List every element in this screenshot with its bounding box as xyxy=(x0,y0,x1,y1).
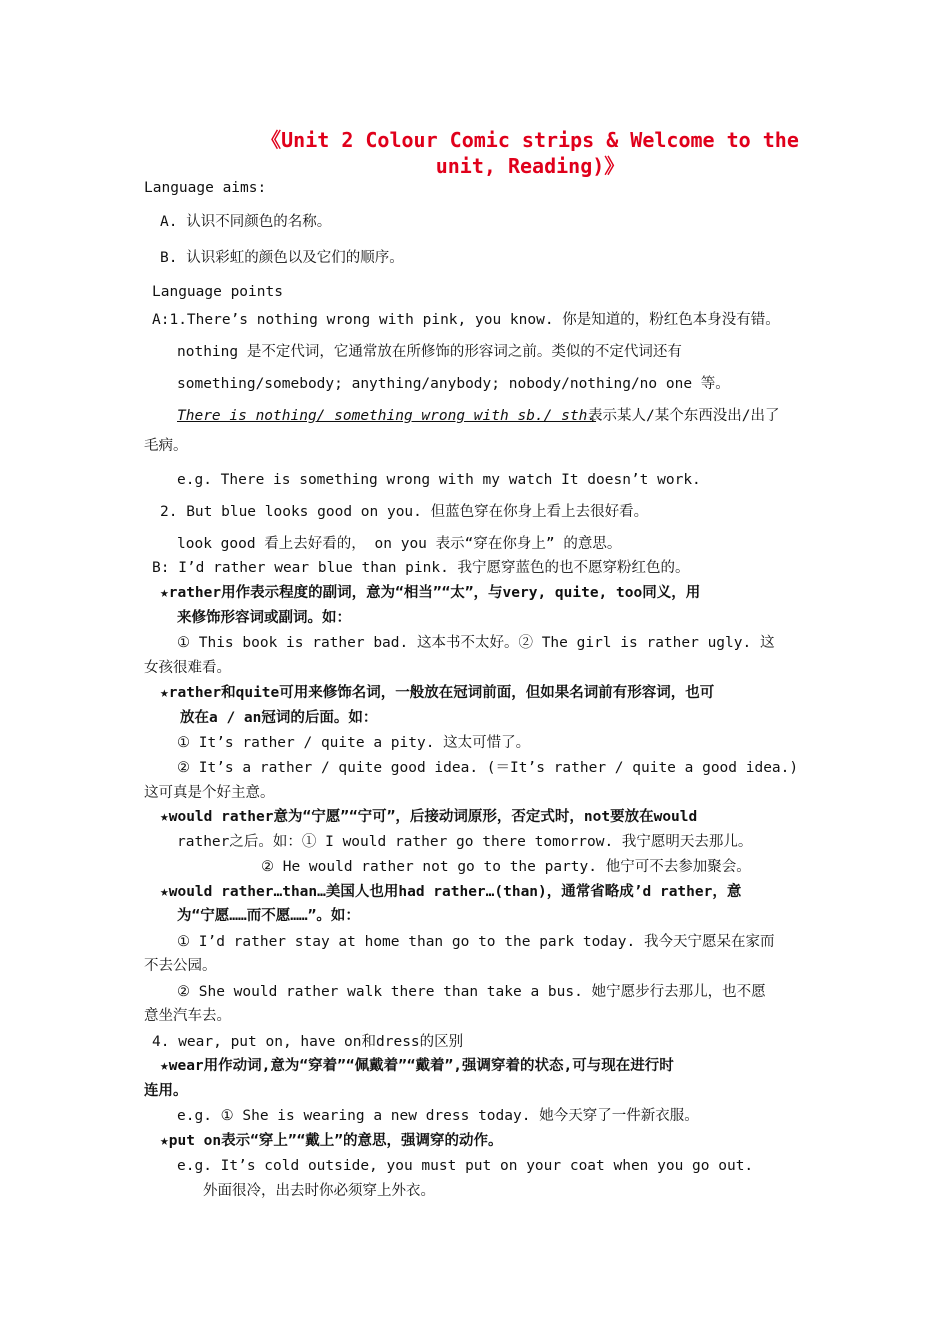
example-walk-cont: 意坐汽车去。 xyxy=(144,1008,231,1024)
example-stay-home: ① I’d rather stay at home than go to the park today. 我今天宁愿呆在家而 xyxy=(177,934,775,950)
document-title-line-2: unit, Reading)》 xyxy=(435,154,625,178)
example-rather-1: ① This book is rather bad. 这本书不太好。② The girl is rather ugly. 这 xyxy=(177,635,775,651)
example-party: ② He would rather not go to the party. 他宁可不去参加聚会。 xyxy=(261,859,751,875)
rule-put-on: ★put on表示“穿上”“戴上”的意思，强调穿的动作。 xyxy=(160,1133,503,1149)
rule-would-rather-than: ★would rather…than…美国人也用had rather…(than)，通常省略成’d rather，意 xyxy=(160,884,742,900)
rule-rather-degree-cont: 来修饰形容词或副词。如： xyxy=(177,610,351,626)
example-put-on-translation: 外面很冷，出去时你必须穿上外衣。 xyxy=(203,1183,435,1199)
rule-rather-degree: ★rather用作表示程度的副词，意为“相当”“太”，与very, quite, too同义，用 xyxy=(160,585,701,601)
rule-rather-quite-nouns: ★rather和quite可用来修饰名词，一般放在冠词前面，但如果名词前有形容词，也可 xyxy=(160,685,715,701)
point-4-heading: 4. wear, put on, have on和dress的区别 xyxy=(152,1034,464,1050)
pattern-meaning: 表示某人/某个东西没出/出了 xyxy=(588,408,780,424)
example-good-idea: ② It’s a rather / quite good idea. (＝It’s rather / quite a good idea.) xyxy=(177,760,799,776)
point-a1-note-2: something/somebody; anything/anybody; nobody/nothing/no one 等。 xyxy=(177,376,730,392)
example-stay-home-cont: 不去公园。 xyxy=(144,958,217,974)
rule-would-rather: ★would rather意为“宁愿”“宁可”，后接动词原形，否定式时，not要放在would xyxy=(160,809,698,825)
pattern-meaning-cont: 毛病。 xyxy=(144,438,188,454)
rule-rather-quite-nouns-cont: 放在a / an冠词的后面。如： xyxy=(180,710,378,726)
pattern-example: There is nothing/ something wrong with sb./ sth. xyxy=(177,408,597,424)
point-2-note: look good 看上去好看的， on you 表示“穿在你身上” 的意思。 xyxy=(177,536,622,552)
example-walk: ② She would rather walk there than take a bus. 她宁愿步行去那儿，也不愿 xyxy=(177,984,766,1000)
rule-wear: ★wear用作动词,意为“穿着”“佩戴着”“戴着”,强调穿着的状态,可与现在进行时 xyxy=(160,1058,674,1074)
aim-a: A. 认识不同颜色的名称。 xyxy=(160,214,332,230)
aim-b: B. 认识彩虹的颜色以及它们的顺序。 xyxy=(160,250,404,266)
example-wear: e.g. ① She is wearing a new dress today. 她今天穿了一件新衣服。 xyxy=(177,1108,699,1124)
example-pity: ① It’s rather / quite a pity. 这太可惜了。 xyxy=(177,735,531,751)
point-a1-sentence: A:1.There’s nothing wrong with pink, you know. 你是知道的，粉红色本身没有错。 xyxy=(152,312,780,328)
example-put-on: e.g. It’s cold outside, you must put on your coat when you go out. xyxy=(177,1158,754,1174)
rule-would-rather-than-cont: 为“宁愿……而不愿……”。如： xyxy=(177,908,360,924)
example-good-idea-cont: 这可真是个好主意。 xyxy=(144,785,275,801)
point-2-sentence: 2. But blue looks good on you. 但蓝色穿在你身上看上去很好看。 xyxy=(160,504,649,520)
section-heading-points: Language points xyxy=(152,284,283,300)
rule-wear-cont: 连用。 xyxy=(144,1083,188,1099)
point-a1-note-1: nothing 是不定代词，它通常放在所修饰的形容词之前。类似的不定代词还有 xyxy=(177,344,682,360)
example-watch: e.g. There is something wrong with my watch It doesn’t work. xyxy=(177,472,701,488)
rule-would-rather-cont: rather之后。如：① I would rather go there tomorrow. 我宁愿明天去那儿。 xyxy=(177,834,753,850)
example-rather-1-cont: 女孩很难看。 xyxy=(144,660,231,676)
section-heading-aims: Language aims: xyxy=(144,180,267,196)
document-title-line-1: 《Unit 2 Colour Comic strips & Welcome to the xyxy=(261,128,799,152)
point-b-sentence: B: I’d rather wear blue than pink. 我宁愿穿蓝色的也不愿穿粉红色的。 xyxy=(152,560,690,576)
